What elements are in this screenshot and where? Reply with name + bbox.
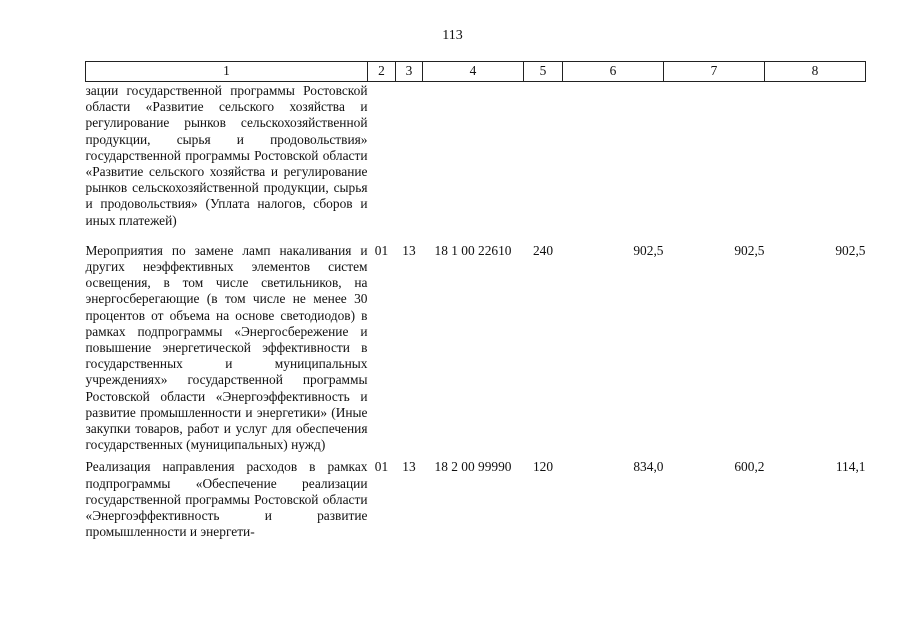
table-row xyxy=(86,237,866,454)
row-amount-3 xyxy=(765,82,866,237)
table-row xyxy=(86,453,866,540)
column-header-8: 8 xyxy=(765,62,866,82)
page-number: 113 xyxy=(442,28,463,43)
column-header-5: 5 xyxy=(524,62,563,82)
row-target-article: 18 2 00 99990 xyxy=(434,459,512,475)
row-expense-type: 240 xyxy=(532,242,554,258)
table-header-row xyxy=(86,62,866,82)
column-header-7: 7 xyxy=(664,62,765,82)
row-description: Реализация направления расходов в рамках подпрограммы «Обеспечение реализации государственной программы Ростовской области «Энергоэффективность и развитие промышленности и энергети- xyxy=(85,459,368,540)
row-amount-1 xyxy=(563,82,664,237)
row-subsection-code: 13 xyxy=(402,242,416,258)
row-amount-2 xyxy=(664,82,765,237)
column-header-4: 4 xyxy=(423,62,524,82)
row-target-article: 18 1 00 22610 xyxy=(434,242,512,258)
row-amount-2: 600,2 xyxy=(734,459,765,475)
row-amount-1: 834,0 xyxy=(633,459,664,475)
column-header-2: 2 xyxy=(368,62,396,82)
table-row xyxy=(86,82,866,237)
row-subsection-code: 13 xyxy=(402,459,416,475)
row-amount-3: 114,1 xyxy=(835,459,866,475)
row-description: зации государственной программы Ростовской области «Развитие сельского хозяйства и регулирование рынков сельскохозяйственной продукции, сырья и продовольствия» государственной программы Ростовской области «Развитие сельского хозяйства и регулирование рынков сельскохозяйственной продукции, сырья и продовольствия» (Уплата налогов, сборов и иных платежей) xyxy=(85,83,368,228)
column-header-6: 6 xyxy=(563,62,664,82)
budget-table xyxy=(85,61,866,540)
row-description: Мероприятия по замене ламп накаливания и других неэффективных элементов систем освещения, в том числе светильников, на энергосберегающие (в том числе не менее 30 процентов от объема на основе светодиодов) в рамках подпрограммы «Энергосбережение и повышение энергетической эффективности в государственных и муниципальных учреждениях» государственной программы Ростовской области «Энергоэффективность и развитие промышленности и энергетики» (Иные закупки товаров, работ и услуг для обеспечения государственных (муниципальных) нужд) xyxy=(85,242,368,453)
row-section-code: 01 xyxy=(374,242,389,258)
row-amount-3: 902,5 xyxy=(835,242,866,258)
column-header-3: 3 xyxy=(396,62,423,82)
row-target-article xyxy=(423,82,524,237)
row-expense-type: 120 xyxy=(532,459,554,475)
row-section-code xyxy=(368,82,396,237)
column-header-1: 1 xyxy=(86,62,368,82)
row-subsection-code xyxy=(396,82,423,237)
row-section-code: 01 xyxy=(374,459,389,475)
row-expense-type xyxy=(524,82,563,237)
row-amount-1: 902,5 xyxy=(633,242,664,258)
row-amount-2: 902,5 xyxy=(734,242,765,258)
